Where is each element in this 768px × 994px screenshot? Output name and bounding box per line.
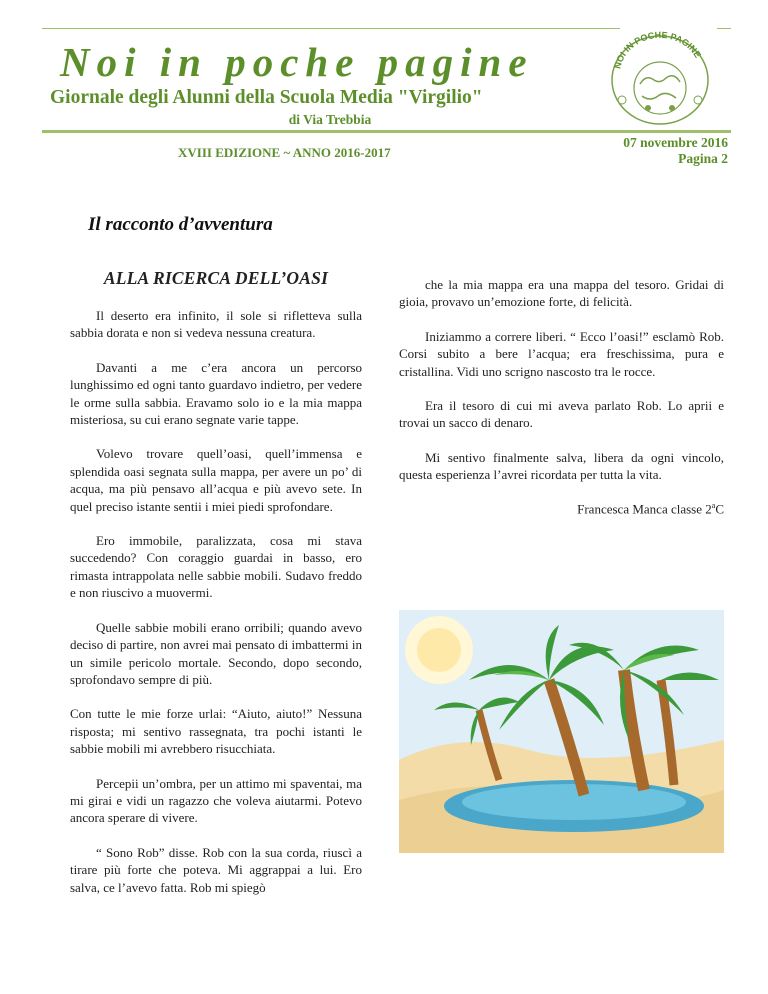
author-signature [399,501,724,517]
author-class-suffix: C [715,500,724,516]
article-column-right [399,276,724,517]
date-block [623,135,728,167]
newspaper-title: Noi in poche pagine [60,39,534,85]
article-paragraph: Davanti a me c’era ancora un percorso lunghissimo ed ogni tanto guardavo indietro, per vedere le orme sulla sabbia. Eravamo solo io e la mia mappa misteriosa, su cui erano segnate varie tappe. [70,359,362,428]
article-paragraph: Volevo trovare quell’oasi, quell’immensa e splendida oasi segnata sulla mappa, per avere un po’ di acqua, ma più pensavo all’acqua e più avevo sete. In quel preciso istante sentii i miei piedi sprofondare. [70,446,362,514]
article-title: ALLA RICERCA DELL’OASI [103,268,329,288]
newspaper-subtitle: Giornale degli Alunni della Scuola Media "Virgilio" [50,87,483,108]
article-paragraph: Il deserto era infinito, il sole si rifletteva sulla sabbia dorata e non si vedeva nessuna creatura. [70,308,362,341]
newspaper-logo-icon [600,22,718,130]
svg-text:NOI IN POCHE PAGINE: NOI IN POCHE PAGINE [612,29,704,70]
article-paragraph: “ Sono Rob” disse. Rob con la sua corda, riuscì a tirare più forte che poteva. Mi aggrappai a lui. Ero salva, ce l’avevo fatta. Rob mi spiegò [70,844,362,895]
top-rule [42,28,620,29]
school-address: di Via Trebbia [288,112,372,127]
article-paragraph: Era il tesoro di cui mi aveva parlato Rob. Lo aprii e trovai un sacco di denaro. [399,398,724,431]
oasis-palm-trees-illustration [399,610,724,853]
page-number: Pagina 2 [678,151,728,166]
article-paragraph: Percepii un’ombra, per un attimo mi spaventai, ma mi girai e vidi un ragazzo che voleva aiutarmi. Potevo ancora sperare di vivere. [70,775,362,826]
masthead-rule [42,130,731,133]
article-paragraph: Con tutte le mie forze urlai: “Aiuto, aiuto!” Nessuna risposta; mi sentivo rassegnata, tra pochi istanti le sabbie mobili mi avrebbero risucchiata. [70,706,362,757]
article-paragraph: Quelle sabbie mobili erano orribili; quando avevo deciso di partire, non avrei mai pensato di imbattermi in un simile pericolo mortale. Secondo, dopo secondo, sprofondavo sempre di più. [70,619,362,687]
issue-date: 07 novembre 2016 [623,135,728,150]
top-rule-right [717,28,731,29]
article-paragraph: che la mia mappa era una mappa del tesoro. Gridai di gioia, provavo un’emozione forte, di felicità. [399,277,724,310]
edition-label: XVIII EDIZIONE ~ ANNO 2016-2017 [178,145,391,160]
article-column-left [70,260,362,913]
author-name: Francesca Manca classe 2 [577,500,712,516]
article-paragraph: Iniziammo a correre liberi. “ Ecco l’oasi!” esclamò Rob. Corsi subito a bere l’acqua; era freschissima, pura e cristallina. Vidi uno scrigno nascosto tra le rocce. [399,328,724,379]
article-paragraph: Ero immobile, paralizzata, cosa mi stava succedendo? Con coraggio guardai in basso, ero rimasta intrappolata nelle sabbie mobili. Sudavo freddo e non riuscivo a muovermi. [70,533,362,601]
section-title: Il racconto d’avventura [88,214,273,235]
author-class-sup: a [711,500,716,510]
article-paragraph: Mi sentivo finalmente salva, libera da ogni vincolo, questa esperienza l’avrei ricordata per tutta la vita. [399,449,724,483]
